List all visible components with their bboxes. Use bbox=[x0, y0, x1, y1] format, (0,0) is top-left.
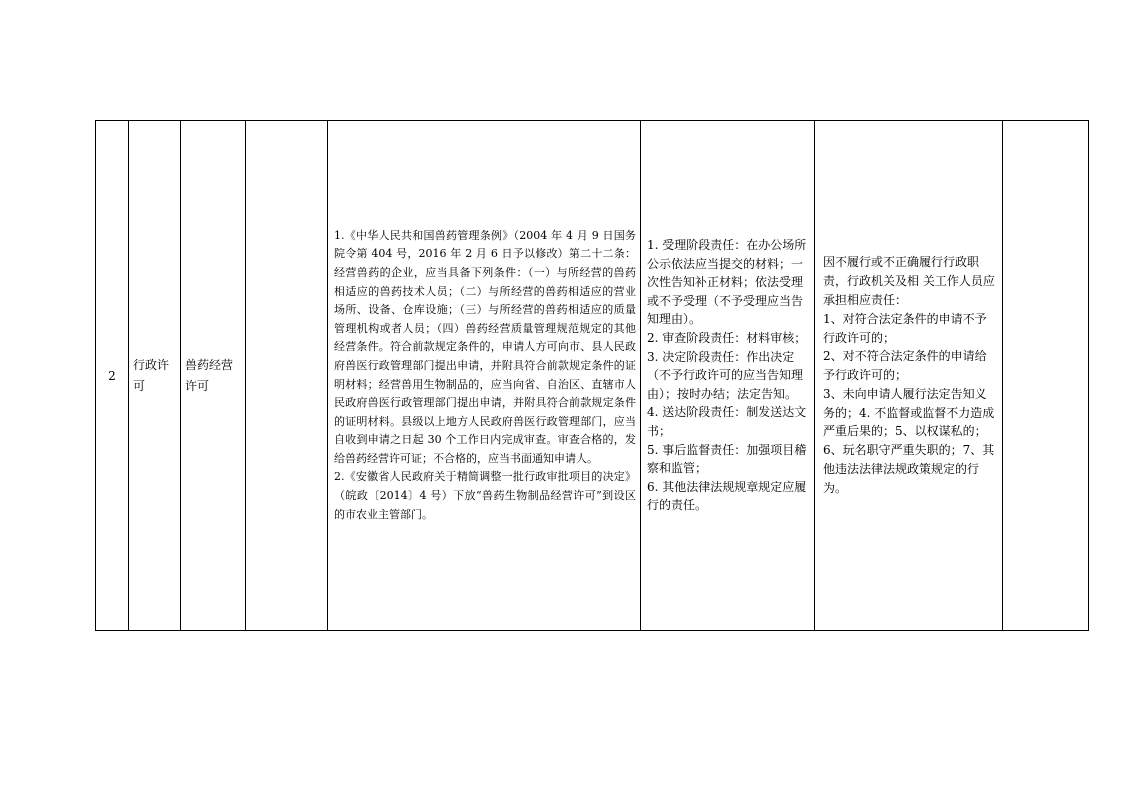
accountability-cell bbox=[815, 121, 1003, 631]
accountability-intro: 因不履行或不正确履行行政职责，行政机关及相 关工作人员应承担相应责任： bbox=[823, 255, 995, 307]
legal-basis-cell bbox=[328, 121, 641, 631]
item-number: 2 bbox=[96, 121, 129, 631]
duties-cell bbox=[641, 121, 815, 631]
accountability-item-2: 2、对不符合法定条件的申请给予行政许可的； bbox=[823, 349, 987, 383]
legal-basis-2: 2.《安徽省人民政府关于精简调整一批行政审批项目的决定》（皖政〔2014〕4 号）下放“兽药生物制品经营许可”到设区的市农业主管部门。 bbox=[334, 470, 636, 521]
item-category: 行政许可 bbox=[129, 121, 181, 631]
table-row bbox=[96, 121, 1089, 631]
accountability-item-1: 1、对符合法定条件的申请不予行政许可的； bbox=[823, 311, 987, 345]
empty-cell-remarks bbox=[1003, 121, 1089, 631]
duty-item-5: 5. 事后监督责任：加强项目稽察和监管； bbox=[647, 442, 807, 476]
duty-item-1: 1. 受理阶段责任：在办公场所公示依法应当提交的材料；一次性告知补正材料；依法受理或不予受理（不予受理应当告知理由）。 bbox=[647, 238, 807, 327]
empty-cell-subitem bbox=[246, 121, 328, 631]
item-name: 兽药经营许可 bbox=[181, 121, 246, 631]
duty-item-3: 3. 决定阶段责任：作出决定（不予行政许可的应当告知理由）；按时办结；法定告知。 bbox=[647, 349, 804, 401]
legal-basis-1: 1.《中华人民共和国兽药管理条例》（2004 年 4 月 9 日国务院令第 404 号，2016 年 2 月 6 日予以修改）第二十二条：经营兽药的企业，应当具备下列条件：（一）与所经营的兽药相适应的兽药技术人员；（二）与所经营的兽药相适应的营业场所、设备、仓库设施；（三）与所经营的兽药相适应的质量管理机构或者人员；（四）兽药经营质量管理规范规定的其他经营条件。符合前款规定条件的，申请人方可向市、县人民政府兽医行政管理部门提出申请，并附具符合前款规定条件的证明材料；经营兽用生物制品的，应当向省、自治区、直辖市人民政府兽医行政管理部门提出申请，并附具符合前款规定条件的证明材料。县级以上地方人民政府兽医行政管理部门，应当自收到申请之日起 30 个工作日内完成审查。审查合格的，发给兽药经营许可证；不合格的，应当书面通知申请人。 bbox=[334, 228, 636, 465]
responsibility-table bbox=[95, 120, 1089, 631]
duty-item-6: 6. 其他法律法规规章规定应履行的责任。 bbox=[647, 479, 807, 513]
duty-item-4: 4. 送达阶段责任：制发送达文书； bbox=[647, 405, 807, 438]
accountability-item-3: 3、未向申请人履行法定告知义务的；4. 不监督或监督不力造成严重后果的；5、以权谋私的；6、玩名职守严重失职的；7、其他违法法律法规政策规定的行为。 bbox=[823, 386, 995, 495]
duty-item-2: 2. 审查阶段责任：材料审核； bbox=[647, 331, 807, 346]
